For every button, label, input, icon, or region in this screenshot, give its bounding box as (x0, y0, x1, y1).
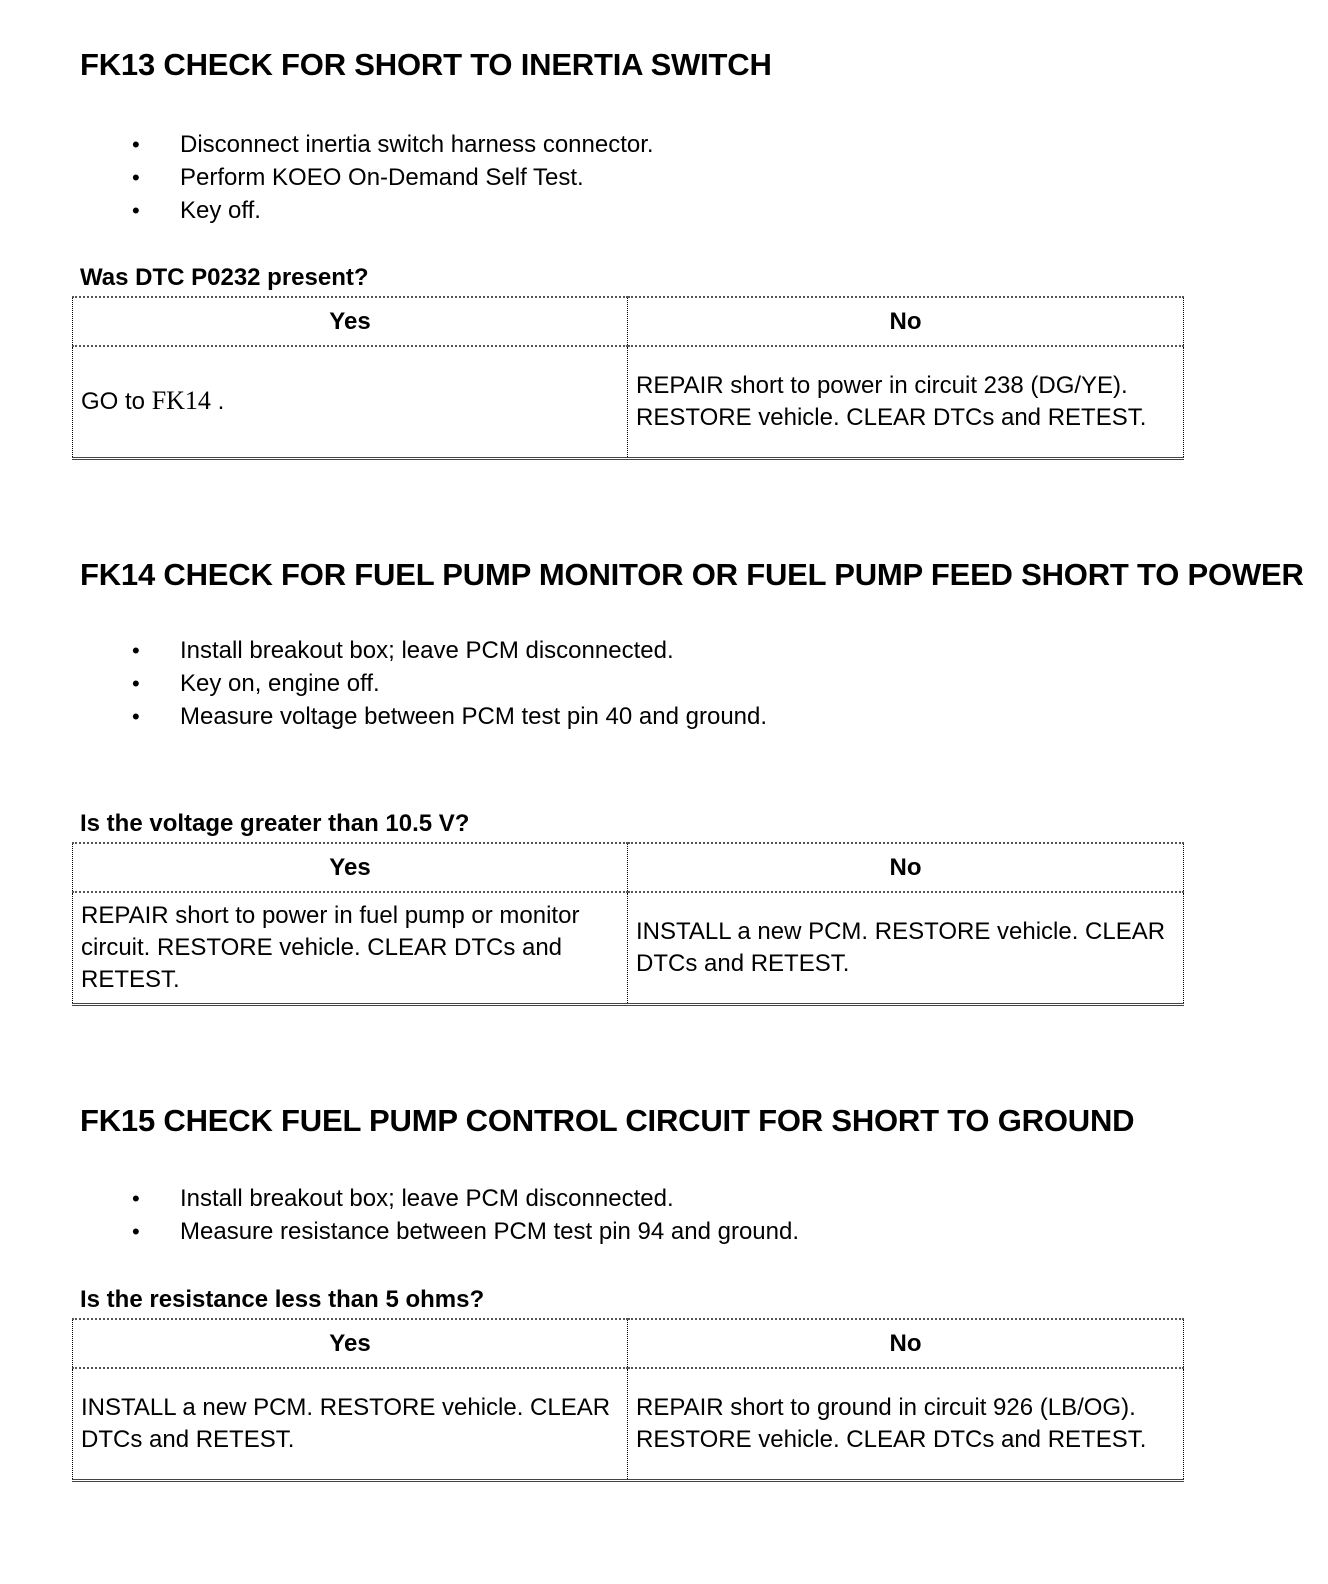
step-item: • Measure resistance between PCM test pin 94 and ground. (80, 1215, 1310, 1248)
no-cell: INSTALL a new PCM. RESTORE vehicle. CLEAR DTCs and RETEST. (628, 892, 1184, 1004)
header-yes: Yes (73, 843, 628, 892)
decision-table (72, 296, 1184, 460)
no-cell: REPAIR short to power in circuit 238 (DG/YE). RESTORE vehicle. CLEAR DTCs and RETEST. (628, 346, 1184, 458)
step-item: • Key on, engine off. (80, 667, 1310, 700)
decision-table (72, 842, 1184, 1006)
section-title: FK14 CHECK FOR FUEL PUMP MONITOR OR FUEL PUMP FEED SHORT TO POWER (80, 557, 1304, 592)
section-fk15 (80, 1102, 1310, 1453)
header-yes: Yes (73, 1319, 628, 1368)
header-yes: Yes (73, 297, 628, 346)
decision-question: Was DTC P0232 present? (80, 264, 369, 291)
decision-question: Is the voltage greater than 10.5 V? (80, 810, 470, 837)
no-cell: REPAIR short to ground in circuit 926 (LB/OG). RESTORE vehicle. CLEAR DTCs and RETEST. (628, 1368, 1184, 1480)
fk14-link[interactable]: FK14 (151, 386, 211, 416)
step-list (80, 634, 1310, 733)
decision-table (72, 1318, 1184, 1482)
section-fk13 (80, 46, 1310, 431)
table-row (73, 346, 1184, 458)
bullet-icon: • (132, 1186, 140, 1211)
table-header-row (73, 843, 1184, 892)
header-no: No (628, 297, 1184, 346)
table-header-row (73, 1319, 1184, 1368)
bullet-icon: • (132, 704, 140, 729)
step-item: • Disconnect inertia switch harness connector. (80, 128, 1310, 161)
header-no: No (628, 843, 1184, 892)
step-item: • Install breakout box; leave PCM disconnected. (80, 1182, 1310, 1215)
bullet-icon: • (132, 165, 140, 190)
step-item: • Key off. (80, 194, 1310, 227)
step-list (80, 1182, 1310, 1248)
yes-cell: REPAIR short to power in fuel pump or monitor circuit. RESTORE vehicle. CLEAR DTCs and RETEST. (73, 892, 628, 1004)
section-fk14 (80, 556, 1310, 993)
decision-question: Is the resistance less than 5 ohms? (80, 1286, 485, 1313)
step-item: • Perform KOEO On-Demand Self Test. (80, 161, 1310, 194)
bullet-icon: • (132, 198, 140, 223)
step-list (80, 128, 1310, 227)
section-title: FK15 CHECK FUEL PUMP CONTROL CIRCUIT FOR SHORT TO GROUND (80, 1103, 1135, 1138)
bullet-icon: • (132, 671, 140, 696)
bullet-icon: • (132, 132, 140, 157)
step-item: • Measure voltage between PCM test pin 40 and ground. (80, 700, 1310, 733)
bullet-icon: • (132, 1219, 140, 1244)
section-title: FK13 CHECK FOR SHORT TO INERTIA SWITCH (80, 47, 772, 82)
yes-cell: INSTALL a new PCM. RESTORE vehicle. CLEAR DTCs and RETEST. (73, 1368, 628, 1480)
header-no: No (628, 1319, 1184, 1368)
bullet-icon: • (132, 638, 140, 663)
table-row (73, 892, 1184, 1004)
yes-cell: GO to FK14 . (73, 346, 628, 458)
step-item: • Install breakout box; leave PCM disconnected. (80, 634, 1310, 667)
table-header-row (73, 297, 1184, 346)
table-row (73, 1368, 1184, 1480)
